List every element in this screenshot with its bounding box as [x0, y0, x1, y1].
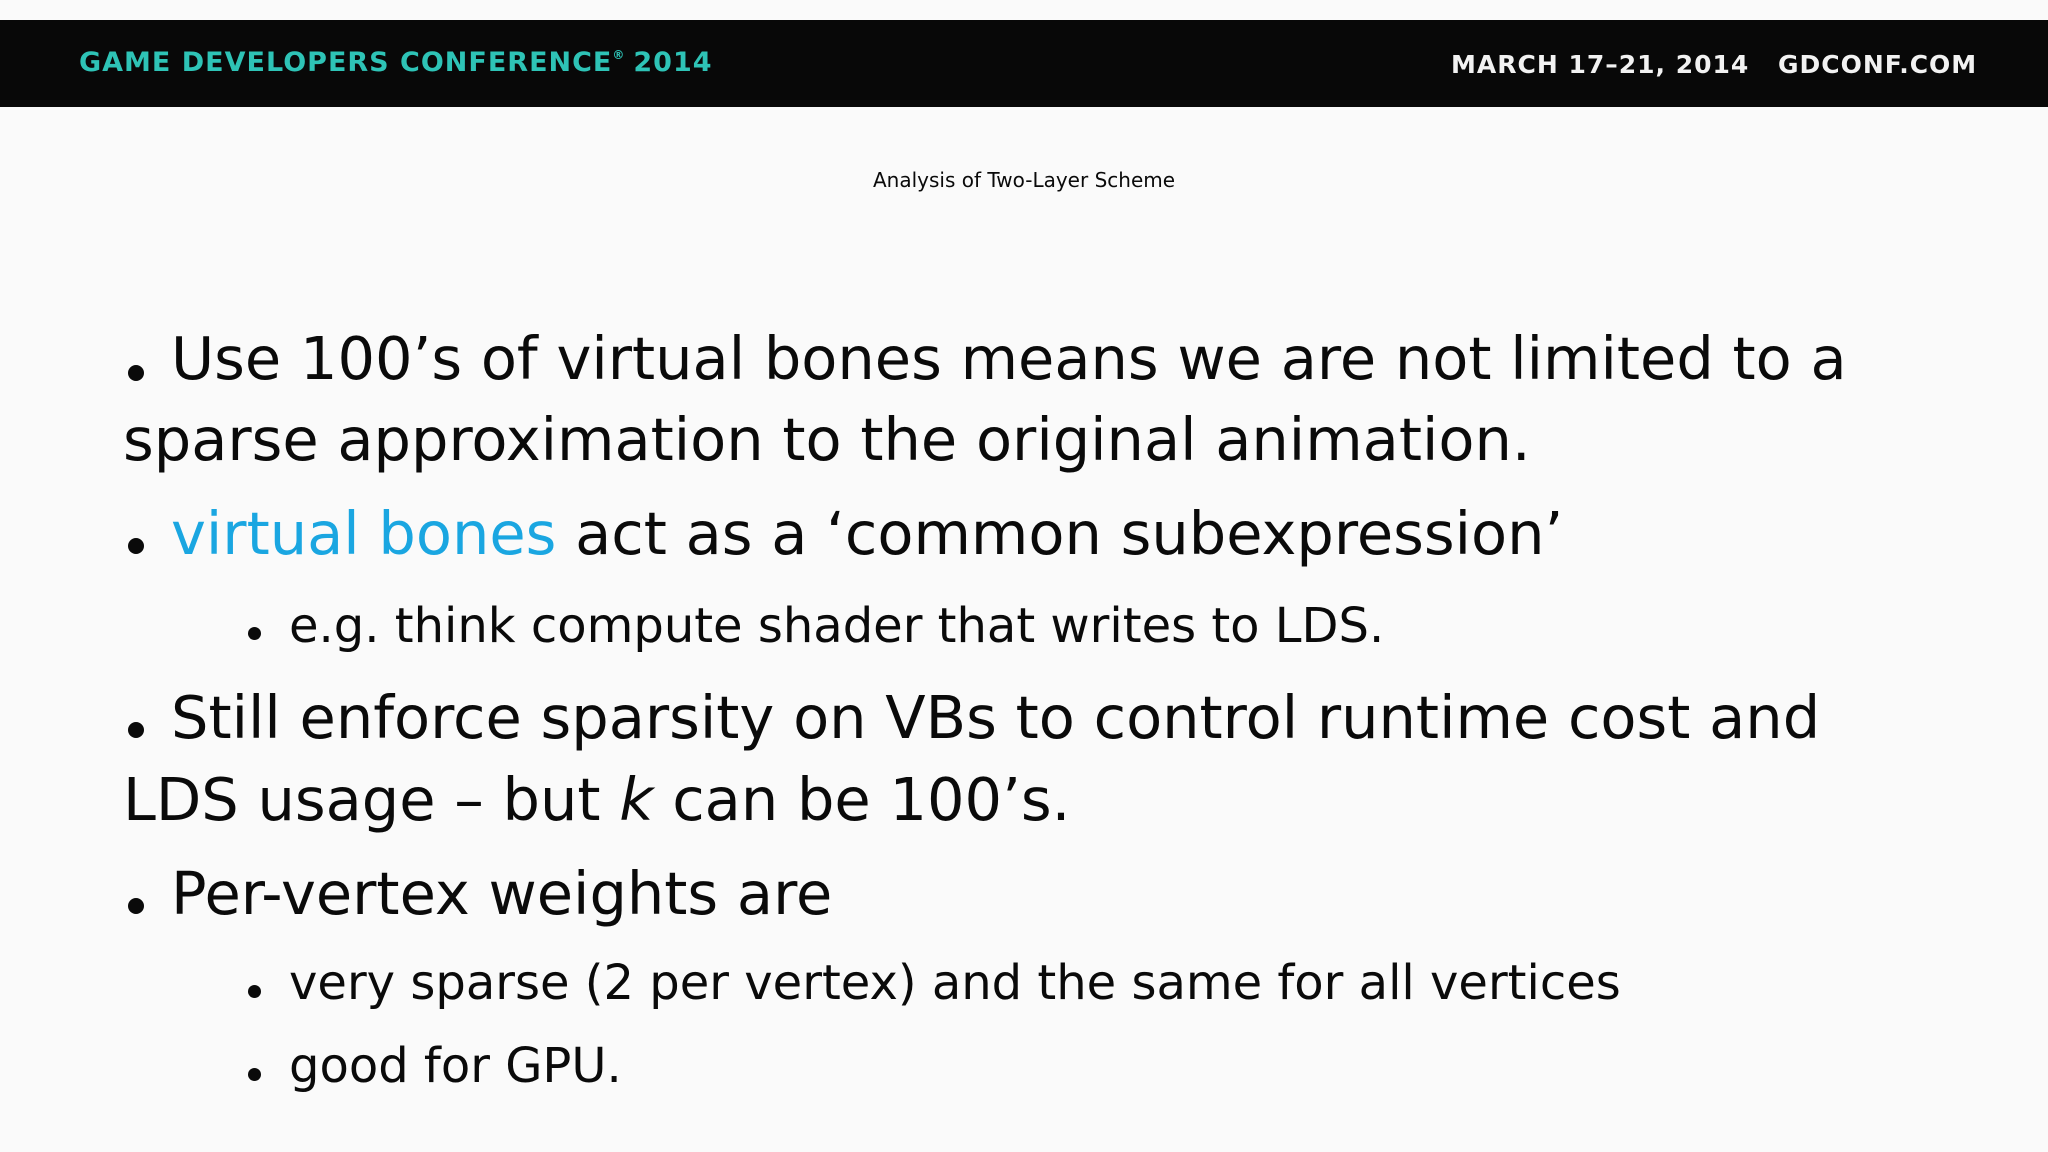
virtual-bones-highlight: virtual bones [171, 499, 557, 568]
bullet-3-text-post: can be 100’s. [653, 765, 1071, 834]
bullet-4: Per-vertex weights are [171, 859, 833, 928]
bullet-3-text-pre: LDS usage – but [123, 765, 620, 834]
sub-bullet-dot [248, 985, 261, 998]
bullet-2-sub-1: e.g. think compute shader that writes to LDS. [289, 598, 1385, 654]
conference-name [79, 47, 713, 78]
conference-name-text: GAME DEVELOPERS CONFERENCE [79, 47, 613, 78]
registered-mark: ® [612, 48, 626, 62]
bullet-3-line-1: Still enforce sparsity on VBs to control runtime cost and [171, 683, 1821, 752]
k-variable: k [619, 765, 654, 834]
bullet-3-line-2 [123, 765, 1070, 834]
bullet-dot [128, 898, 144, 914]
bullet-2 [171, 499, 1563, 568]
bullet-4-sub-1: very sparse (2 per vertex) and the same for all vertices [289, 955, 1621, 1011]
bullet-1-line-2: sparse approximation to the original animation. [123, 405, 1531, 474]
sub-bullet-dot [248, 627, 261, 640]
bullet-dot [128, 722, 144, 738]
conference-website: GDCONF.COM [1778, 50, 1978, 79]
conference-dates: MARCH 17–21, 2014 [1451, 50, 1750, 79]
slide-title: Analysis of Two-Layer Scheme [872, 168, 1176, 192]
bullet-4-sub-2: good for GPU. [289, 1038, 622, 1094]
sub-bullet-dot [248, 1068, 261, 1081]
bullet-2-text: act as a ‘common subexpression’ [556, 499, 1564, 568]
bullet-dot [128, 365, 144, 381]
bullet-dot [128, 538, 144, 554]
conference-year: 2014 [633, 47, 713, 78]
bullet-1-line-1: Use 100’s of virtual bones means we are not limited to a [171, 324, 1847, 393]
